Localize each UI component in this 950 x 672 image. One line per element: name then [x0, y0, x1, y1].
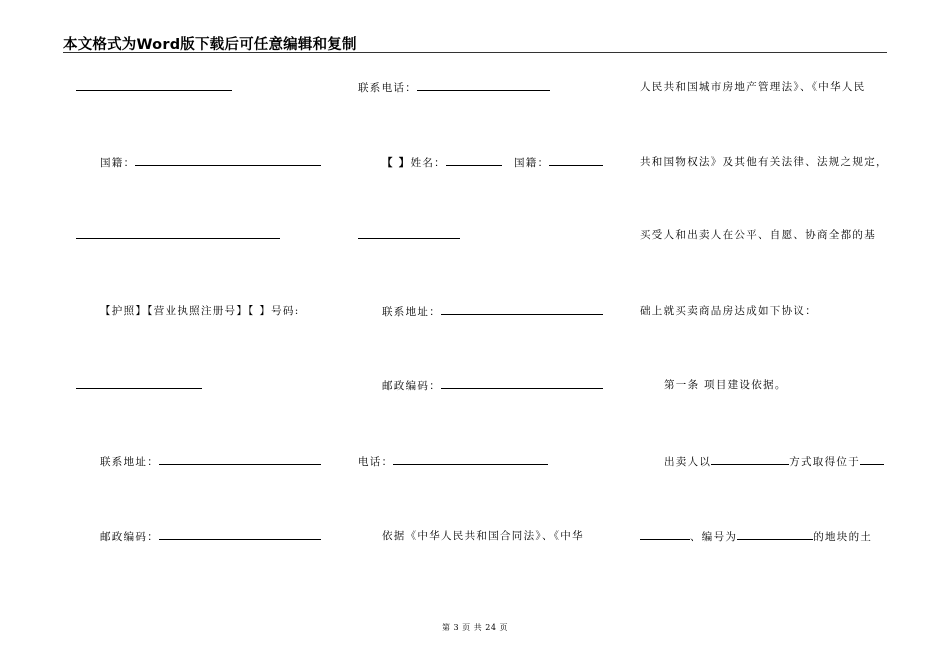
acquire-method-blank[interactable]: [711, 454, 789, 465]
agent-postcode-label: 邮政编码：: [382, 380, 441, 392]
agent-postcode-blank[interactable]: [441, 378, 603, 389]
agent-postcode-row: [382, 378, 603, 393]
tel-label: 电话：: [358, 456, 394, 468]
fill-blank-line[interactable]: [76, 80, 232, 95]
body-text-line: 共和国物权法》及其他有关法律、法规之规定，: [640, 156, 888, 168]
article-heading: 第一条 项目建设依据。: [664, 379, 787, 391]
agent-address-label: 联系地址：: [382, 306, 441, 318]
location-blank[interactable]: [860, 454, 884, 465]
lot-number-blank[interactable]: [737, 529, 813, 540]
address-label: 联系地址：: [100, 456, 159, 468]
seller-prefix: 出卖人以: [664, 456, 712, 468]
bracket-marker: 【 】: [382, 157, 411, 169]
tel-blank[interactable]: [393, 454, 548, 465]
agent-name-row: [382, 155, 603, 170]
buyer-address-row: [100, 454, 321, 469]
page-header-title: 本文格式为Word版下载后可任意编辑和复制: [63, 37, 357, 53]
nationality-blank[interactable]: [135, 155, 321, 166]
page-number: 第 3 页 共 24 页: [442, 623, 508, 632]
fill-blank-line[interactable]: [76, 228, 280, 243]
body-text-line: 础上就买卖商品房达成如下协议：: [640, 305, 817, 317]
postcode-label: 邮政编码：: [100, 531, 159, 543]
name-blank[interactable]: [446, 155, 502, 166]
lot-mid: 、编号为: [690, 531, 738, 543]
lot-row: [640, 529, 872, 544]
address-blank[interactable]: [159, 454, 321, 465]
agent-address-blank[interactable]: [441, 304, 603, 315]
header-divider: [63, 52, 887, 53]
body-text-line: 人民共和国城市房地产管理法》、《中华人民: [640, 81, 866, 93]
nationality-label: 国籍：: [100, 157, 136, 169]
basis-text: 依据《中华人民共和国合同法》、《中华: [382, 530, 584, 542]
phone-label: 联系电话：: [358, 82, 417, 94]
buyer-nationality-row: [100, 155, 321, 170]
location-blank-cont[interactable]: [640, 529, 690, 540]
agent-nationality-label: 国籍：: [513, 157, 550, 169]
lot-suffix: 的地块的土: [813, 531, 873, 543]
agent-nationality-blank[interactable]: [549, 155, 603, 166]
seller-mid: 方式取得位于: [789, 456, 861, 468]
name-label: 姓名：: [410, 157, 446, 169]
postcode-blank[interactable]: [159, 529, 321, 540]
phone-blank[interactable]: [417, 80, 550, 91]
seller-row: [664, 454, 884, 469]
buyer-postcode-row: [100, 529, 321, 544]
fill-blank-line[interactable]: [358, 228, 460, 243]
id-type-label: 【护照】【营业执照注册号】【 】号码:: [100, 305, 300, 317]
tel-row: [358, 454, 548, 469]
body-text-line: 买受人和出卖人在公平、自愿、协商全都的基: [640, 229, 876, 241]
phone-row: [358, 80, 550, 95]
id-number-blank[interactable]: [76, 378, 202, 393]
agent-address-row: [382, 304, 603, 319]
